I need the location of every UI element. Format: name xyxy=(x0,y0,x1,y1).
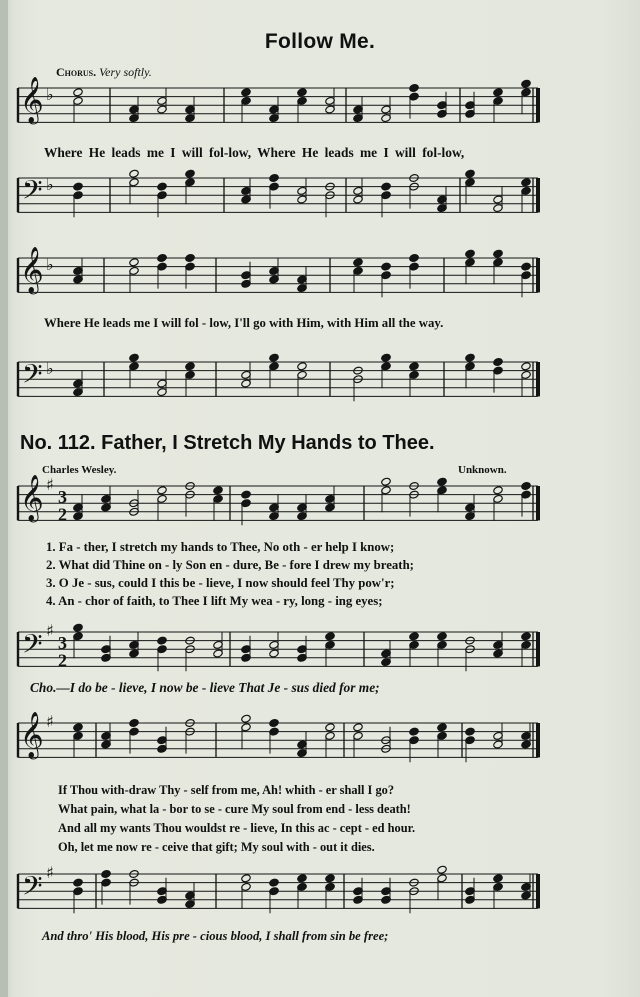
note-head xyxy=(241,714,251,723)
note-head xyxy=(521,481,531,490)
note-head xyxy=(493,486,503,495)
note-head xyxy=(521,262,531,271)
time-signature: 2 xyxy=(58,504,67,525)
note-head xyxy=(129,169,139,178)
note-head xyxy=(269,878,279,887)
note-head xyxy=(241,490,251,499)
flat-sign: ♭ xyxy=(46,359,54,378)
bass-clef: 𝄢 xyxy=(22,358,43,396)
note-head xyxy=(465,353,475,362)
note-head xyxy=(185,169,195,178)
note-head xyxy=(157,182,167,191)
treble-clef: 𝄞 xyxy=(20,712,44,758)
note-head xyxy=(185,362,195,371)
note-head xyxy=(73,723,83,732)
bass-clef: 𝄢 xyxy=(22,870,43,908)
note-head xyxy=(325,632,335,641)
note-head xyxy=(381,477,391,486)
note-head xyxy=(465,249,475,258)
note-head xyxy=(381,353,391,362)
bass-clef: 𝄢 xyxy=(22,628,43,666)
final-bar-line xyxy=(536,486,540,520)
hymn-number-title: No. 112. Father, I Stretch My Hands to Thee. xyxy=(20,432,435,454)
note-head xyxy=(157,486,167,495)
note-head xyxy=(493,88,503,97)
tempo-marking: Very softly. xyxy=(99,65,152,79)
final-bar-line xyxy=(536,632,540,666)
note-head xyxy=(241,88,251,97)
note-head xyxy=(269,718,279,727)
note-head xyxy=(409,727,419,736)
final-bar-line xyxy=(536,362,540,396)
note-head xyxy=(521,362,531,371)
note-head xyxy=(129,718,139,727)
note-head xyxy=(129,258,139,267)
treble-clef: 𝄞 xyxy=(20,475,44,521)
note-head xyxy=(437,865,447,874)
verse-line: What pain, what la - bor to se - cure My soul from end - less death! xyxy=(58,802,411,816)
chorus-line: Cho.—I do be - lieve, I now be - lieve That Je - sus died for me; xyxy=(30,680,380,695)
note-head xyxy=(493,874,503,883)
chorus-label: Chorus. xyxy=(56,65,97,79)
note-head xyxy=(325,874,335,883)
note-head xyxy=(297,362,307,371)
note-head xyxy=(521,178,531,187)
verse-line: 3. O Je - sus, could I this be - lieve, I now should feel Thy pow'r; xyxy=(46,576,395,590)
note-head xyxy=(297,88,307,97)
treble-clef: 𝄞 xyxy=(20,77,44,123)
note-head xyxy=(409,362,419,371)
note-head xyxy=(465,727,475,736)
treble-clef: 𝄞 xyxy=(20,247,44,293)
note-head xyxy=(269,353,279,362)
flat-sign: ♭ xyxy=(46,175,54,194)
final-bar-line xyxy=(536,88,540,122)
verse-line: 4. An - chor of faith, to Thee I lift My wea - ry, long - ing eyes; xyxy=(46,594,383,608)
note-head xyxy=(157,253,167,262)
flat-sign: ♭ xyxy=(46,85,54,104)
author-credit: Charles Wesley. xyxy=(42,464,117,476)
note-head xyxy=(157,636,167,645)
note-head xyxy=(241,874,251,883)
lyric-line-2: Where He leads me I will fol - low, I'll go with Him, with Him all the way. xyxy=(44,316,444,330)
time-signature: 3 xyxy=(58,487,67,508)
final-bar-line xyxy=(536,874,540,908)
verse-line: 1. Fa - ther, I stretch my hands to Thee, No oth - er help I know; xyxy=(46,540,395,554)
note-head xyxy=(381,262,391,271)
final-bar-line xyxy=(536,178,540,212)
sharp-sign: ♯ xyxy=(46,863,54,882)
note-head xyxy=(73,88,83,97)
note-head xyxy=(353,258,363,267)
bass-clef: 𝄢 xyxy=(22,174,43,212)
sharp-sign: ♯ xyxy=(46,475,54,494)
note-head xyxy=(297,874,307,883)
note-head xyxy=(101,869,111,878)
verse-line: And all my wants Thou wouldst re - lieve, In this ac - cept - ed hour. xyxy=(58,821,416,835)
hymn-title-follow-me: Follow Me. xyxy=(264,30,376,53)
note-head xyxy=(185,253,195,262)
note-head xyxy=(437,723,447,732)
note-head xyxy=(437,632,447,641)
note-head xyxy=(213,486,223,495)
note-head xyxy=(381,182,391,191)
note-head xyxy=(521,79,531,88)
bottom-chorus-line: And thro' His blood, His pre - cious blood, I shall from sin be free; xyxy=(42,929,389,943)
note-head xyxy=(73,182,83,191)
verse-line: Oh, let me now re - ceive that gift; My soul with - out it dies. xyxy=(58,840,375,854)
final-bar-line xyxy=(536,258,540,292)
final-bar-line xyxy=(536,723,540,757)
verse-line: 2. What did Thine on - ly Son en - dure, Be - fore I drew my breath; xyxy=(46,558,414,572)
note-head xyxy=(325,723,335,732)
note-head xyxy=(409,83,419,92)
note-head xyxy=(73,623,83,632)
note-head xyxy=(493,249,503,258)
time-signature: 2 xyxy=(58,650,67,671)
note-head xyxy=(437,477,447,486)
note-head xyxy=(73,878,83,887)
note-head xyxy=(465,169,475,178)
note-head xyxy=(409,253,419,262)
note-head xyxy=(353,723,363,732)
note-head xyxy=(269,173,279,182)
note-head xyxy=(409,632,419,641)
note-head xyxy=(521,632,531,641)
composer-credit: Unknown. xyxy=(458,464,507,476)
flat-sign: ♭ xyxy=(46,255,54,274)
sharp-sign: ♯ xyxy=(46,621,54,640)
verse-line: If Thou with-draw Thy - self from me, Ah! whith - er shall I go? xyxy=(58,783,395,797)
note-head xyxy=(129,353,139,362)
lyric-line-1: Where He leads me I will fol-low, Where He leads me I will fol-low, xyxy=(44,145,465,160)
note-head xyxy=(493,357,503,366)
sharp-sign: ♯ xyxy=(46,712,54,731)
time-signature: 3 xyxy=(58,633,67,654)
